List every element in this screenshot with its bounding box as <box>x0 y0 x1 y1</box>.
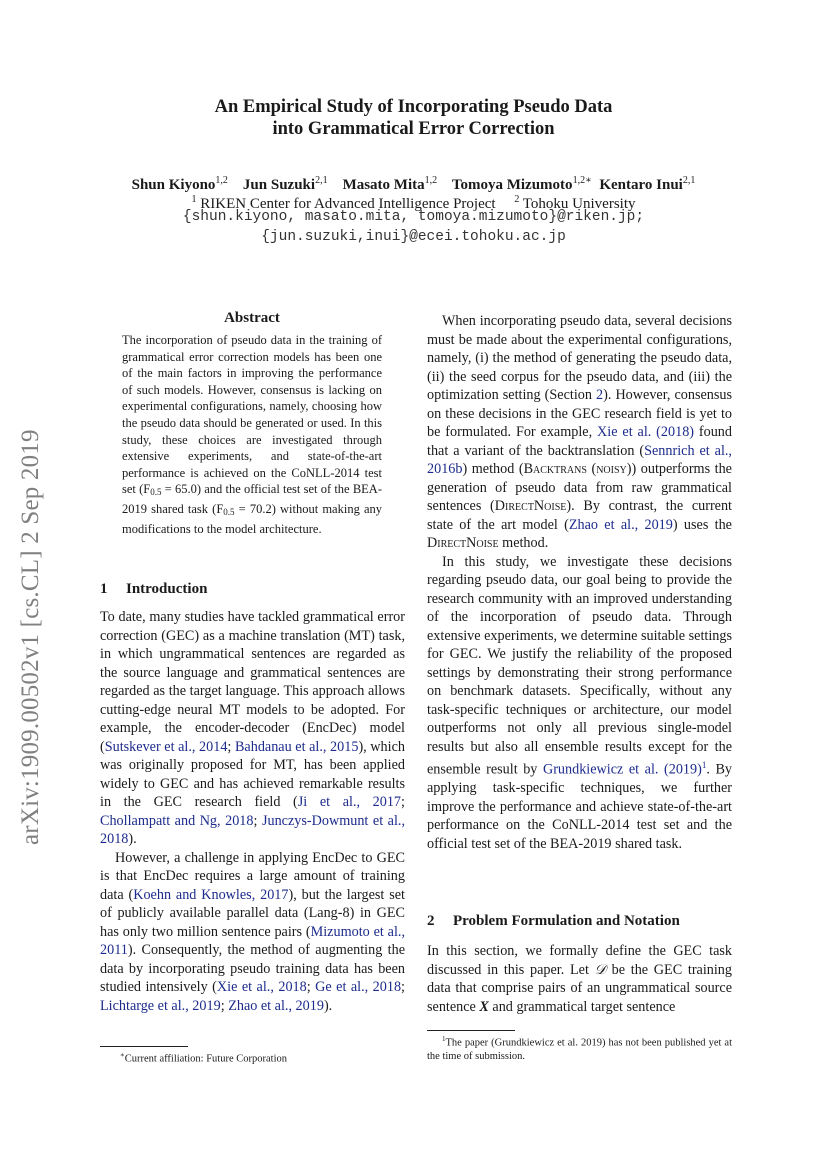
citation-link[interactable]: Sutskever et al., 2014 <box>104 738 228 755</box>
citation-link[interactable]: Xie et al., 2018 <box>216 979 307 995</box>
author: Kentaro Inui$^{2,1}$ <box>599 175 696 193</box>
author: Jun Suzuki$^{2,1}$ <box>242 175 328 193</box>
section-heading-introduction: 1 Introduction <box>100 581 208 597</box>
paragraph: In this section, we formally define the GEC task discussed in this paper. Let 𝒟 be the GEC training data that comprise pairs of an ungrammatical source sentence X and grammatical target sentence <box>427 943 732 1015</box>
right-column <box>427 312 732 853</box>
author: Shun Kiyono$^{1,2}$ <box>131 175 228 193</box>
citation-link[interactable]: Mizumoto et al., 2011 <box>100 923 405 958</box>
arxiv-stamp: arXiv:1909.00502v1 [cs.CL] 2 Sep 2019 <box>17 429 44 845</box>
citation-link[interactable]: Zhao et al., 2019 <box>568 516 673 533</box>
citation-link[interactable]: Chollampatt and Ng, 2018 <box>100 812 254 829</box>
title-line-1: An Empirical Study of Incorporating Pseudo Data <box>214 97 613 117</box>
footnote-link[interactable]: 1 <box>701 760 707 770</box>
title-line-2: into Grammatical Error Correction <box>272 119 555 139</box>
abstract-body: The incorporation of pseudo data in the training of grammatical error correction models has been one of the main factors in improving the performance of such models. However, consensus is lacking on experimental configurations, namely, choosing how the pseudo data should be generated or used. In this study, these choices are investigated through extensive experiments, and state-of-the-art performance is achieved on the CoNLL-2014 test set $(F_{0.5} = 65.0)$ and the official test set of the BEA-2019 shared task $(F_{0.5} = 70.2)$ without making any modifications to the model architecture. <box>122 333 383 536</box>
citation-link[interactable]: Grundkiewicz et al. (2019) <box>542 761 702 778</box>
citation-link[interactable]: Ge et al., 2018 <box>315 979 402 995</box>
left-column <box>100 608 405 1015</box>
citation-link[interactable]: Bahdanau et al., 2015 <box>234 738 359 755</box>
right-column-section-2 <box>427 942 732 1016</box>
paper-title <box>100 96 727 140</box>
footnote-rule <box>100 1046 188 1047</box>
citation-link[interactable]: Koehn and Knowles, 2017 <box>133 886 289 903</box>
email-line-1: {shun.kiyono, masato.mita, tomoya.mizumoto}@riken.jp; <box>182 209 645 225</box>
abstract-heading: Abstract <box>224 310 280 326</box>
affiliations: $^1$ RIKEN Center for Advanced Intelligence Project $^2$ Tohoku University <box>191 194 636 212</box>
citation-link[interactable]: Junczys-Dowmunt et al., 2018 <box>100 812 405 847</box>
footnote-unpublished: $^1$The paper (Grundkiewicz et al. 2019) has not been published yet at the time of submission. <box>427 1035 732 1062</box>
citation-link[interactable]: Zhao et al., 2019 <box>228 997 324 1014</box>
citation-link[interactable]: Sennrich et al., 2016b <box>427 442 732 477</box>
footnote-affiliation: ∗Current affiliation: Future Corporation <box>120 1051 287 1065</box>
citation-link[interactable]: Ji et al., 2017 <box>297 794 402 810</box>
footnote-rule <box>427 1030 515 1031</box>
citation-link[interactable]: Xie et al. (2018) <box>597 424 695 440</box>
paragraph: When incorporating pseudo data, several decisions must be made about the experimental configurations, namely, (i) the method of generating the pseudo data, (ii) the seed corpus for the pseudo data, and (iii) the optimization setting (Section 2). However, consensus on these decisions in the GEC research field is yet to be formulated. For example, Xie et al. (2018) found that a variant of the backtranslation (Sennrich et al., 2016b) method (Backtrans (noisy)) outperforms the generation of pseudo data from raw grammatical sentences (DirectNoise). By contrast, the current state of the art model (Zhao et al., 2019) uses the DirectNoise method. <box>427 313 733 551</box>
email-line-2: {jun.suzuki,inui}@ecei.tohoku.ac.jp <box>261 229 566 245</box>
paragraph: In this study, we investigate these decisions regarding pseudo data, our goal being to provide the research community with an improved understanding of the incorporation of pseudo data. Through extensive experiments, we determine suitable settings for GEC. We justify the reliability of the proposed settings by demonstrating their strong performance on benchmark datasets. Specifically, without any task-specific techniques or architecture, our model outperforms not only all previous single-model results but also all ensemble results except for the ensemble result by Grundkiewicz et al. (2019)$^1$. By applying task-specific techniques, we further improve the performance and achieve state-of-the-art performance on the CoNLL-2014 test set and the official test set of the BEA-2019 shared task. <box>427 553 733 852</box>
citation-link[interactable]: Lichtarge et al., 2019 <box>100 997 221 1014</box>
paragraph: However, a challenge in applying EncDec to GEC is that EncDec requires a large amount of training data (Koehn and Knowles, 2017), but the largest set of publicly available parallel data (Lang-8) in GEC has only two million sentence pairs (Mizumoto et al., 2011). Consequently, the method of augmenting the data by incorporating pseudo training data has been studied intensively (Xie et al., 2018; Ge et al., 2018; Lichtarge et al., 2019; Zhao et al., 2019). <box>100 849 405 1014</box>
section-heading-problem-formulation: 2 Problem Formulation and Notation <box>427 913 680 929</box>
author: Tomoya Mizumoto$^{1,2∗}$ <box>451 175 592 193</box>
section-ref-link[interactable]: 2 <box>596 387 604 403</box>
paragraph: To date, many studies have tackled grammatical error correction (GEC) as a machine translation (MT) task, in which ungrammatical sentences are regarded as the source language and grammatical sentences are regarded as the target language. This approach allows cutting-edge neural MT models to be adopted. For example, the encoder-decoder (EncDec) model (Sutskever et al., 2014; Bahdanau et al., 2015), which was originally proposed for MT, has been applied widely to GEC and has achieved remarkable results in the GEC research field (Ji et al., 2017; Chollampatt and Ng, 2018; Junczys-Dowmunt et al., 2018). <box>100 609 405 847</box>
author: Masato Mita$^{1,2}$ <box>342 175 438 193</box>
